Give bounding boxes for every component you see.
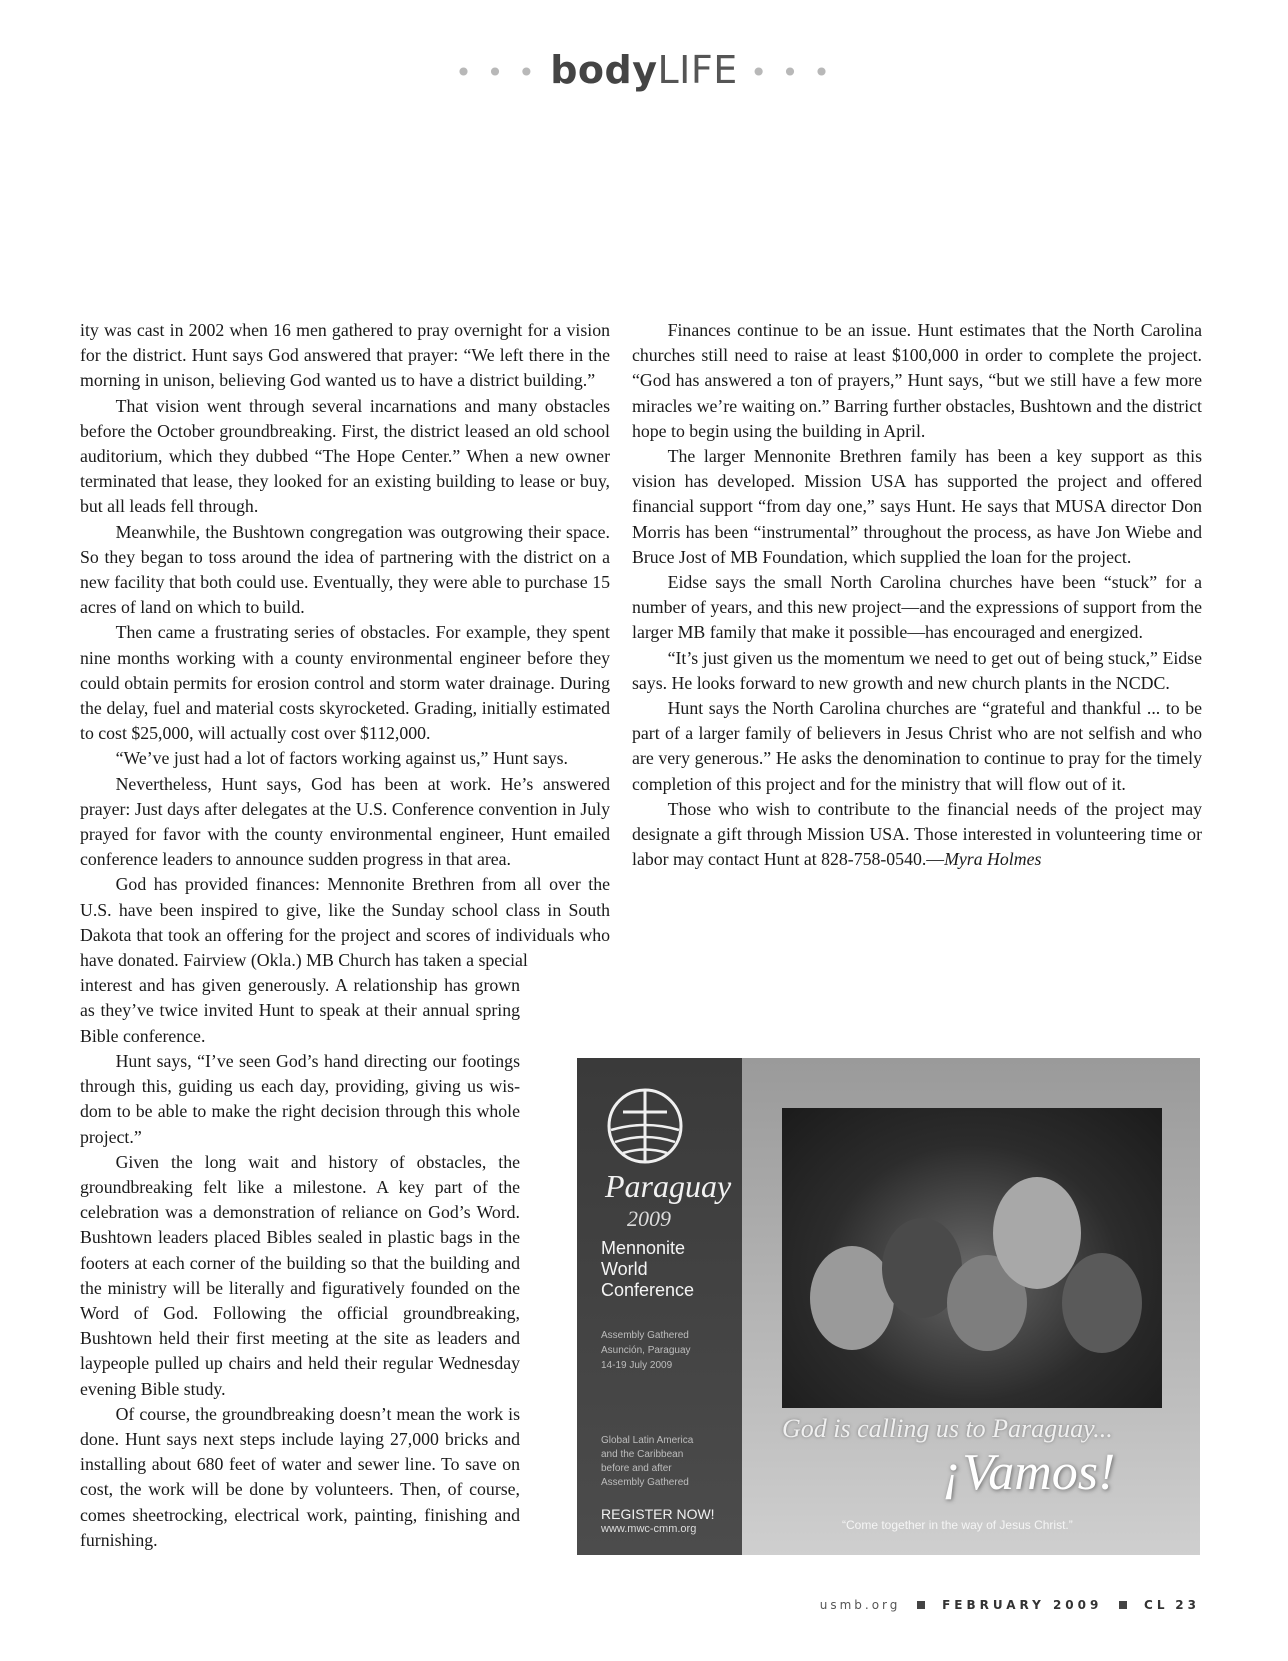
paragraph: Given the long wait and history of obstacles, the groundbreaking felt like a milestone. A key part of the celebration was a demonstration of reliance on God’s Word. Bushtown leaders placed Bibles sealed in plastic bags in the footers at each corner of the building so that the building and the ministry will be literally and figuratively founded on the Word of God. Following the official groundbreaking, Bushtown held their first meeting at the site as leaders and laypeople pulled up chairs and held their regular Wednesday evening Bible study. [80, 1151, 520, 1399]
ad-sidebar [577, 1058, 742, 1555]
ad-group-photo [782, 1108, 1162, 1408]
article-left-column [80, 318, 610, 1553]
paragraph: Hunt says the North Carolina churches are “grateful and thankful ... to be part of a larger family of believers in Jesus Christ who are not selfish and who are very generous.” He asks the denomination to continue to pray for the timely completion of this project and for the ministry that will flow out of it. [632, 698, 1202, 794]
paragraph: The larger Mennonite Brethren family has been a key support as this vision has developed. Mission USA has supported the project and offered financial support “from day one,” says Hunt. He says that MUSA director Don Morris has been “instrumental” throughout the process, as have Jon Wiebe and Bruce Jost of MB Foundation, which supplied the loan for the project. [632, 446, 1202, 567]
paragraph: Of course, the groundbreaking doesn’t mean the work is done. Hunt says next steps include laying 27,000 bricks and installing about 680 feet of water and sewer line. To save on cost, the work will be done by volunteers. Then, of course, comes sheetrocking, electrical work, painting, finishing and furnishing. [80, 1403, 520, 1550]
paragraph: Meanwhile, the Bushtown congregation was outgrowing their space. So they began to toss around the idea of partnering with the district on a new facility that both could use. Eventually, they were able to purchase 15 acres of land on which to build. [80, 521, 610, 618]
ad-org-line: Conference [601, 1280, 695, 1300]
paragraph-last-text: Those who wish to contribute to the financial needs of the project may designate a gift through Mission USA. Those interested in volunteering time or labor may contact Hunt at 828-758-0540.— [632, 798, 1202, 870]
section-title-light: LIFE [657, 48, 738, 92]
ad-org-line: Mennonite [601, 1238, 686, 1258]
byline: Myra Holmes [944, 849, 1042, 870]
ad-url: www.mwc-cmm.org [601, 1523, 697, 1535]
ad-event-details-2 [601, 1434, 693, 1490]
paragraph: ity was cast in 2002 when 16 men gathered to pray overnight for a vision for the district. Hunt says God answered that prayer: “We left there in the morning in unison, believing God wanted us to have a district building.” [80, 320, 610, 391]
paragraph: Then came a frustrating series of obstacles. For example, they spent nine months working with a county environmental engineer before they could obtain permits for erosion control and storm water drainage. During the delay, fuel and material costs skyrocketed. Grading, initially estimated to cost $25,000, will actually cost over $112,000. [80, 622, 610, 744]
footer-issue-date: FEBRUARY 2009 [942, 1598, 1103, 1612]
article-right-column [632, 318, 1202, 872]
paragraph: Finances continue to be an issue. Hunt estimates that the North Carolina churches still need to raise at least $100,000 in order to complete the project. “God has answered a ton of prayers,” Hunt says, “but we still have a few more miracles we’re waiting on.” Barring further obstacles, Bushtown and the district hope to begin using the building in April. [632, 320, 1202, 441]
ad-detail-line: and the Caribbean [601, 1449, 684, 1460]
header-dots-left: • • • [455, 56, 538, 89]
paragraph: God has provided finances: Mennonite Brethren from all over the U.S. have been inspired to give, like the Sunday school class in South Dakota that took an offering for the project and scores of individuals who have donated. Fairview (Okla.) MB Church has taken a special [80, 874, 610, 971]
footer-separator-icon [1119, 1601, 1127, 1609]
ad-org-line: World [601, 1259, 648, 1279]
ad-quote: “Come together in the way of Jesus Christ.” [842, 1518, 1073, 1532]
ad-detail-line: Assembly Gathered [601, 1330, 689, 1341]
ad-register-callout: REGISTER NOW! [601, 1506, 715, 1522]
footer-site: usmb.org [819, 1598, 901, 1612]
page-footer [820, 1598, 1200, 1612]
ad-detail-line: 14-19 July 2009 [601, 1360, 673, 1371]
group-photo-placeholder-icon [782, 1108, 1162, 1408]
mwc-globe-cross-logo-icon [605, 1086, 685, 1166]
mwc-advertisement [577, 1058, 1200, 1555]
section-header [0, 48, 1288, 92]
ad-detail-line: before and after [601, 1463, 672, 1474]
footer-magazine: CL [1144, 1598, 1169, 1612]
ad-detail-line: Asunción, Paraguay [601, 1345, 691, 1356]
ad-organization [601, 1238, 694, 1301]
paragraph: Eidse says the small North Carolina churches have been “stuck” for a number of years, and this new project—and the expressions of support from the larger MB family that make it possible—has encouraged and energized. [632, 572, 1202, 643]
paragraph: “It’s just given us the momentum we need to get out of being stuck,” Eidse says. He looks forward to new growth and new church plants in the NCDC. [632, 647, 1202, 693]
paragraph: “We’ve just had a lot of factors working against us,” Hunt says. [115, 748, 568, 769]
narrow-text-block [80, 973, 520, 1553]
ad-event-details [601, 1328, 691, 1373]
ad-detail-line: Global Latin America [601, 1435, 694, 1446]
ad-country: Paraguay [605, 1168, 732, 1204]
ad-detail-line: Assembly Gathered [601, 1477, 689, 1488]
footer-separator-icon [917, 1601, 925, 1609]
paragraph: Hunt says, “I’ve seen God’s hand directing our footings through this, guiding us each day, providing, giving us wisdom to be able to make the right decision through this whole project.” [80, 1050, 520, 1147]
paragraph: interest and has given generously. A relationship has grown as they’ve twice invited Hunt to speak at their annual spring Bible conference. [80, 975, 520, 1046]
page-number: 23 [1175, 1598, 1200, 1612]
paragraph: That vision went through several incarnations and many obstacles before the October groundbreaking. First, the district leased an old school auditorium, which they dubbed “The Hope Center.” When a new owner terminated that lease, they looked for an existing building to lease or buy, but all leads fell through. [80, 395, 610, 517]
ad-headline: ¡Vamos! [942, 1444, 1116, 1501]
paragraph: Nevertheless, Hunt says, God has been at work. He’s answered prayer: Just days after delegates at the U.S. Conference convention in July prayed for favor with the county environmental engineer, Hunt emailed conference leaders to announce sudden progress in that area. [80, 773, 610, 870]
section-title-bold: body [550, 48, 658, 92]
ad-tagline: God is calling us to Paraguay... [782, 1414, 1113, 1443]
ad-year: 2009 [627, 1206, 671, 1231]
header-dots-right: • • • [750, 56, 833, 89]
paragraph-last [632, 797, 1202, 873]
